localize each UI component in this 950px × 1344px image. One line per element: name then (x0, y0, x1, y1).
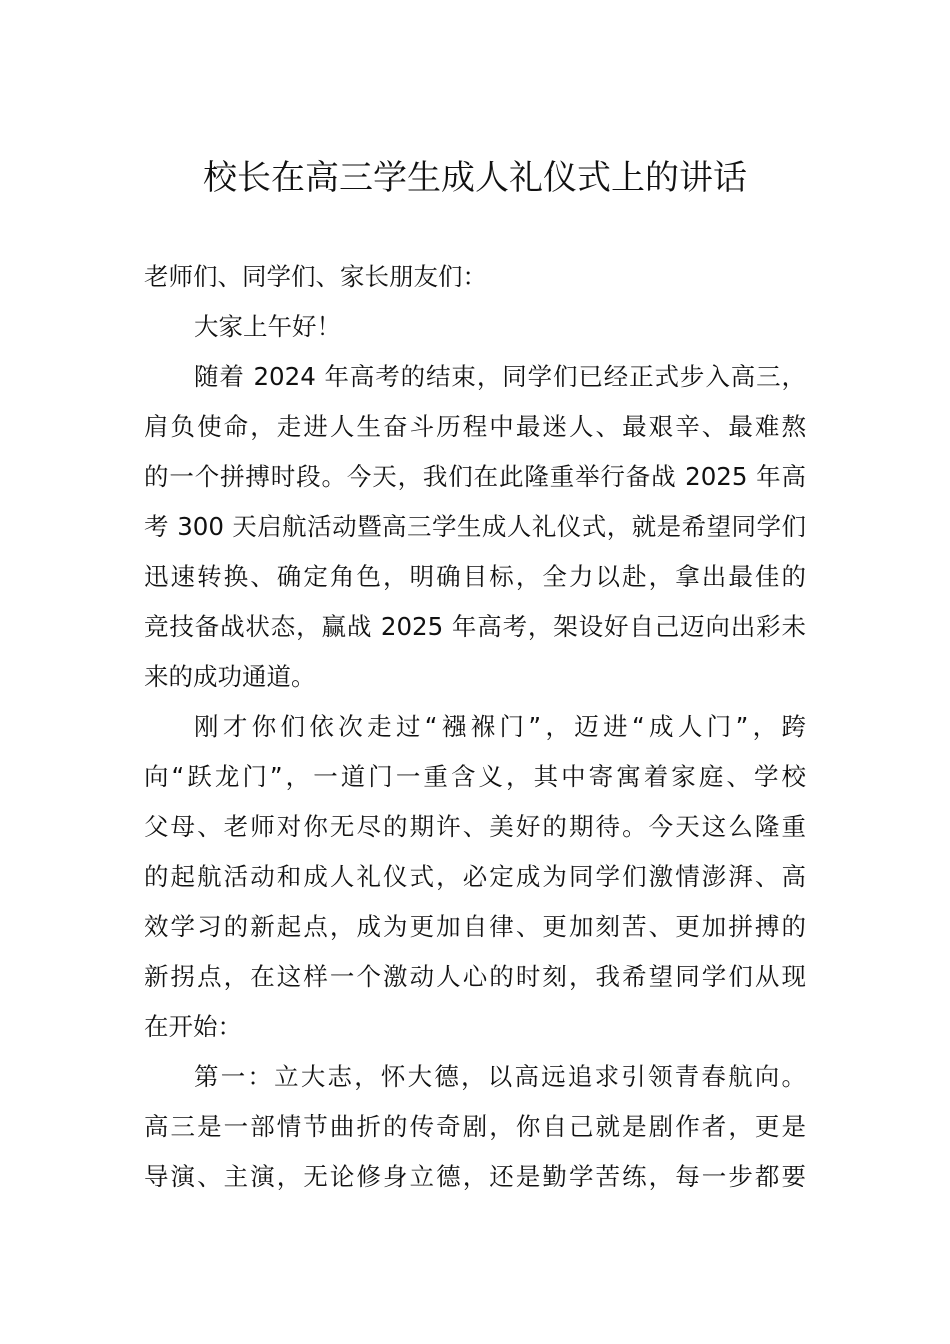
paragraph-line: 第一：立大志，怀大德，以高远追求引领青春航向。 (194, 1062, 806, 1091)
greeting-line: 大家上午好！ (194, 312, 341, 341)
paragraph-line: 的一个拼搏时段。今天，我们在此隆重举行备战 2025 年高 (144, 462, 806, 491)
paragraph-line: 父母、老师对你无尽的期许、美好的期待。今天这么隆重 (144, 812, 806, 841)
salutation-line: 老师们、同学们、家长朋友们： (144, 262, 487, 291)
paragraph-line: 来的成功通道。 (144, 662, 316, 691)
document-body (144, 252, 806, 1202)
paragraph-line: 考 300 天启航活动暨高三学生成人礼仪式，就是希望同学们 (144, 512, 806, 541)
paragraph-line: 新拐点，在这样一个激动人心的时刻，我希望同学们从现 (144, 962, 806, 991)
paragraph-line: 竞技备战状态，赢战 2025 年高考，架设好自己迈向出彩未 (144, 612, 806, 641)
paragraph-line: 高三是一部情节曲折的传奇剧，你自己就是剧作者，更是 (144, 1112, 806, 1141)
paragraph-line: 向“跃龙门”，一道门一重含义，其中寄寓着家庭、学校 (144, 762, 806, 791)
paragraph-line: 的起航活动和成人礼仪式，必定成为同学们激情澎湃、高 (144, 862, 806, 891)
paragraph-line: 随着 2024 年高考的结束，同学们已经正式步入高三， (194, 362, 806, 391)
paragraph-line: 导演、主演，无论修身立德，还是勤学苦练，每一步都要 (144, 1162, 806, 1191)
paragraph-line: 刚才你们依次走过“襁褓门”，迈进“成人门”，跨 (194, 712, 806, 741)
paragraph-line: 效学习的新起点，成为更加自律、更加刻苦、更加拼搏的 (144, 912, 806, 941)
paragraph-line: 迅速转换、确定角色，明确目标，全力以赴，拿出最佳的 (144, 562, 806, 591)
paragraph-line: 肩负使命，走进人生奋斗历程中最迷人、最艰辛、最难熬 (144, 412, 806, 441)
paragraph-line: 在开始： (144, 1012, 242, 1041)
document-title: 校长在高三学生成人礼仪式上的讲话 (203, 158, 747, 198)
